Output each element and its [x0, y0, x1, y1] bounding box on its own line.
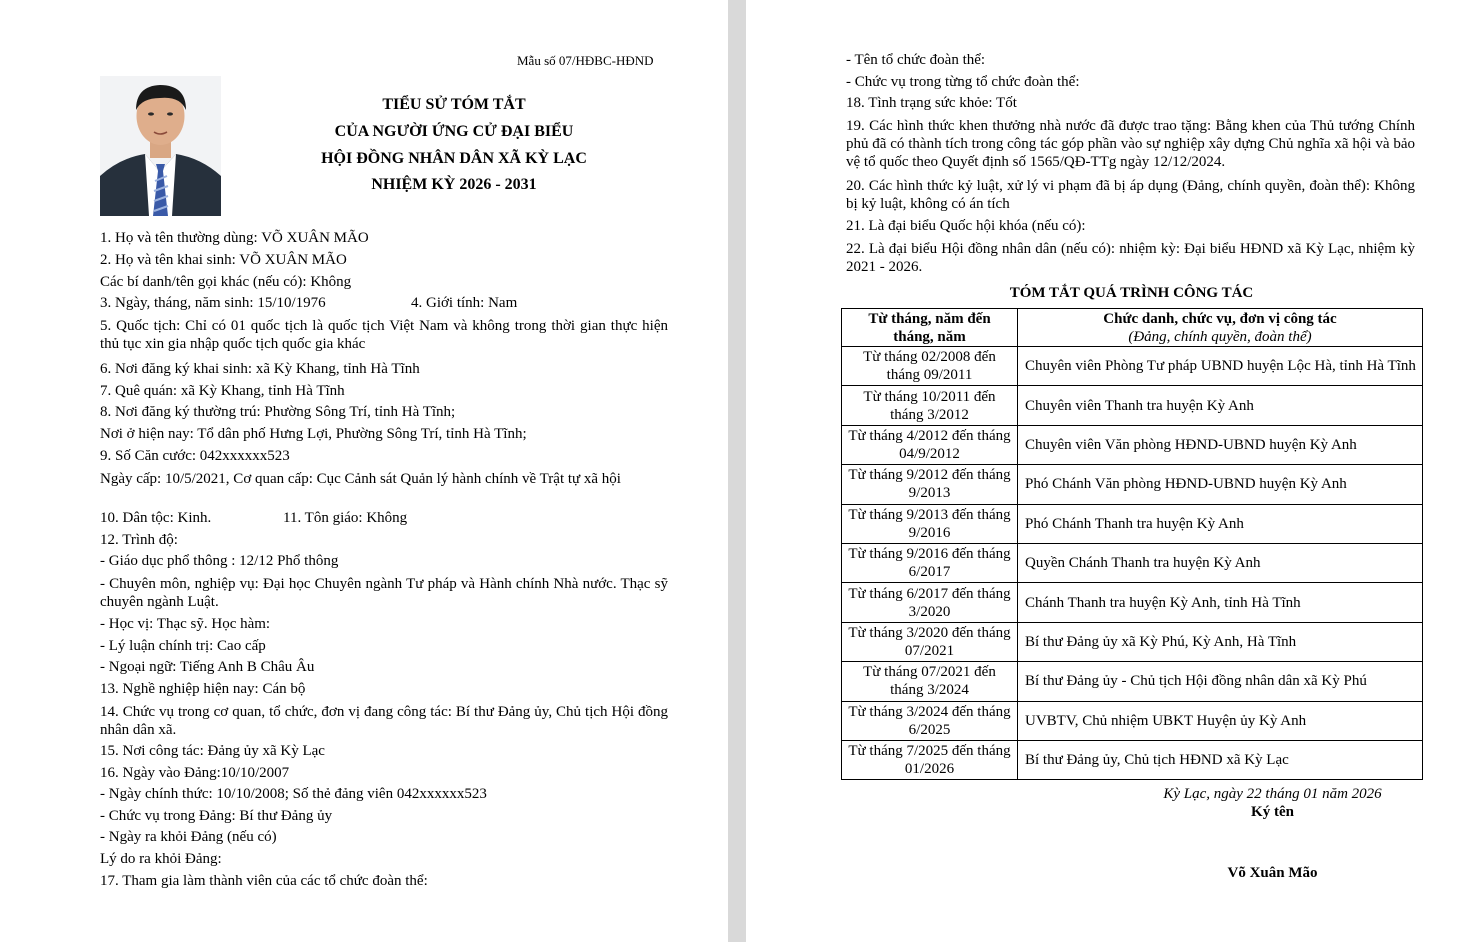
- title-line-4: NHIỆM KỲ 2026 - 2031: [371, 176, 537, 193]
- period-cell: Từ tháng 7/2025 đến tháng 01/2026: [842, 740, 1018, 779]
- table-row: [842, 740, 1423, 779]
- academic-degree: - Học vị: Thạc sỹ. Học hàm:: [100, 616, 271, 632]
- period-cell: Từ tháng 9/2012 đến tháng 9/2013: [842, 465, 1018, 504]
- table-row: [842, 504, 1423, 543]
- permanent-residence: 8. Nơi đăng ký thường trú: Phường Sông Trí, tỉnh Hà Tĩnh;: [100, 404, 456, 420]
- organization-name: - Tên tổ chức đoàn thể:: [846, 52, 986, 68]
- position-column-subheader: (Đảng, chính quyền, đoàn thể): [1128, 328, 1312, 345]
- table-row: [842, 347, 1423, 386]
- id-number: 9. Số Căn cước: 042xxxxxx523: [100, 448, 290, 464]
- workplace: 15. Nơi công tác: Đảng ủy xã Kỳ Lạc: [100, 743, 325, 759]
- position-cell: Bí thư Đảng ủy, Chủ tịch HĐND xã Kỳ Lạc: [1018, 740, 1423, 779]
- professional-education: - Chuyên môn, nghiệp vụ: Đại học Chuyên ngành Tư pháp và Hành chính Nhà nước. Thạc sỹ chuyên ngành Luật.: [100, 576, 668, 610]
- title-line-2: CỦA NGƯỜI ỨNG CỬ ĐẠI BIỂU: [334, 123, 574, 140]
- disciplinary-actions: 20. Các hình thức kỷ luật, xử lý vi phạm đã bị áp dụng (Đảng, chính quyền, đoàn thể): Không bị kỷ luật, không có án tích: [846, 178, 1415, 212]
- table-row: [842, 465, 1423, 504]
- council-delegate: 22. Là đại biểu Hội đồng nhân dân (nếu có): nhiệm kỳ: Đại biểu HĐND xã Kỳ Lạc, nhiệm kỳ 2021 - 2026.: [846, 241, 1415, 275]
- party-join-date: 16. Ngày vào Đảng:10/10/2007: [100, 765, 290, 781]
- table-row: [842, 543, 1423, 582]
- period-cell: Từ tháng 10/2011 đến tháng 3/2012: [842, 386, 1018, 425]
- political-theory: - Lý luận chính trị: Cao cấp: [100, 638, 266, 654]
- period-cell: Từ tháng 9/2016 đến tháng 6/2017: [842, 543, 1018, 582]
- signature-place-date: Kỳ Lạc, ngày 22 tháng 01 năm 2026: [1163, 786, 1382, 802]
- position-column-header: Chức danh, chức vụ, đơn vị công tác (Đảng, chính quyền, đoàn thể): [1018, 309, 1423, 347]
- work-history-title: TÓM TẮT QUÁ TRÌNH CÔNG TÁC: [1009, 285, 1254, 301]
- period-column-header: Từ tháng, năm đến tháng, năm: [842, 309, 1018, 347]
- table-row: [842, 583, 1423, 622]
- organization-position: - Chức vụ trong từng tổ chức đoàn thể:: [846, 74, 1080, 90]
- gender: 4. Giới tính: Nam: [411, 295, 518, 311]
- party-position: - Chức vụ trong Đảng: Bí thư Đảng ủy: [100, 808, 333, 824]
- aliases: Các bí danh/tên gọi khác (nếu có): Không: [100, 274, 352, 290]
- form-number: Mẫu số 07/HĐBC-HĐND: [517, 53, 654, 68]
- portrait-image: [100, 76, 221, 216]
- period-cell: Từ tháng 4/2012 đến tháng 04/9/2012: [842, 425, 1018, 464]
- occupation: 13. Nghề nghiệp hiện nay: Cán bộ: [100, 681, 306, 697]
- birth-name: 2. Họ và tên khai sinh: VÕ XUÂN MÃO: [100, 252, 347, 268]
- position-cell: Chánh Thanh tra huyện Kỳ Anh, tỉnh Hà Tĩnh: [1018, 583, 1423, 622]
- signer-name: Võ Xuân Mão: [1227, 865, 1318, 881]
- foreign-language: - Ngoại ngữ: Tiếng Anh B Châu Âu: [100, 659, 315, 675]
- awards: 19. Các hình thức khen thưởng nhà nước đã được trao tặng: Bằng khen của Thủ tướng Chính phủ đã có thành tích trong công tác góp phần vào sự nghiệp xây dựng Chủ nghĩa xã hội và bảo vệ tổ quốc theo Quyết định số 1565/QĐ-TTg ngày 12/12/2024.: [846, 118, 1415, 170]
- work-history-table: [841, 308, 1423, 780]
- national-assembly-delegate: 21. Là đại biểu Quốc hội khóa (nếu có):: [846, 218, 1086, 234]
- party-leave-date: - Ngày ra khỏi Đảng (nếu có): [100, 829, 277, 845]
- period-cell: Từ tháng 07/2021 đến tháng 3/2024: [842, 662, 1018, 701]
- position-cell: Bí thư Đảng ủy xã Kỳ Phú, Kỳ Anh, Hà Tĩnh: [1018, 622, 1423, 661]
- table-row: [842, 662, 1423, 701]
- position-cell: Chuyên viên Văn phòng HĐND-UBND huyện Kỳ Anh: [1018, 425, 1423, 464]
- common-name: 1. Họ và tên thường dùng: VÕ XUÂN MÃO: [100, 230, 369, 246]
- ethnicity: 10. Dân tộc: Kinh.: [100, 510, 212, 526]
- position-cell: Quyền Chánh Thanh tra huyện Kỳ Anh: [1018, 543, 1423, 582]
- education-heading: 12. Trình độ:: [100, 532, 178, 548]
- position-cell: UVBTV, Chủ nhiệm UBKT Huyện ủy Kỳ Anh: [1018, 701, 1423, 740]
- period-cell: Từ tháng 6/2017 đến tháng 3/2020: [842, 583, 1018, 622]
- table-header-row: [842, 309, 1423, 347]
- position-cell: Chuyên viên Thanh tra huyện Kỳ Anh: [1018, 386, 1423, 425]
- table-row: [842, 425, 1423, 464]
- hometown: 7. Quê quán: xã Kỳ Khang, tỉnh Hà Tĩnh: [100, 383, 345, 399]
- table-row: [842, 386, 1423, 425]
- party-official-date: - Ngày chính thức: 10/10/2008; Số thẻ đảng viên 042xxxxxx523: [100, 786, 487, 802]
- party-leave-reason: Lý do ra khỏi Đảng:: [100, 851, 222, 867]
- title-line-1: TIỂU SỬ TÓM TẮT: [382, 96, 526, 113]
- position-cell: Phó Chánh Thanh tra huyện Kỳ Anh: [1018, 504, 1423, 543]
- candidate-photo: [100, 76, 221, 216]
- health-status: 18. Tình trạng sức khỏe: Tốt: [846, 95, 1017, 111]
- title-line-3: HỘI ĐỒNG NHÂN DÂN XÃ KỲ LẠC: [321, 150, 587, 167]
- period-cell: Từ tháng 9/2013 đến tháng 9/2016: [842, 504, 1018, 543]
- position-cell: Bí thư Đảng ủy - Chủ tịch Hội đồng nhân dân xã Kỳ Phú: [1018, 662, 1423, 701]
- document-page-left: [0, 0, 728, 942]
- position-cell: Chuyên viên Phòng Tư pháp UBND huyện Lộc Hà, tỉnh Hà Tĩnh: [1018, 347, 1423, 386]
- period-cell: Từ tháng 02/2008 đến tháng 09/2011: [842, 347, 1018, 386]
- religion: 11. Tôn giáo: Không: [283, 510, 408, 526]
- birth-registration: 6. Nơi đăng ký khai sinh: xã Kỳ Khang, tỉnh Hà Tĩnh: [100, 361, 420, 377]
- period-cell: Từ tháng 3/2024 đến tháng 6/2025: [842, 701, 1018, 740]
- signature-label: Ký tên: [1251, 804, 1294, 820]
- current-residence: Nơi ở hiện nay: Tổ dân phố Hưng Lợi, Phường Sông Trí, tỉnh Hà Tĩnh;: [100, 426, 527, 442]
- table-row: [842, 701, 1423, 740]
- nationality: 5. Quốc tịch: Chỉ có 01 quốc tịch là quốc tịch Việt Nam và không trong thời gian thực hiện thủ tục xin gia nhập quốc tịch quốc gia khác: [100, 318, 668, 352]
- table-row: [842, 622, 1423, 661]
- organizations-membership: 17. Tham gia làm thành viên của các tổ chức đoàn thể:: [100, 873, 428, 889]
- period-cell: Từ tháng 3/2020 đến tháng 07/2021: [842, 622, 1018, 661]
- general-education: - Giáo dục phổ thông : 12/12 Phổ thông: [100, 553, 339, 569]
- id-issue-info: Ngày cấp: 10/5/2021, Cơ quan cấp: Cục Cảnh sát Quản lý hành chính về Trật tự xã hội: [100, 471, 621, 487]
- current-position: 14. Chức vụ trong cơ quan, tổ chức, đơn vị đang công tác: Bí thư Đảng ủy, Chủ tịch Hội đồng nhân dân xã.: [100, 704, 668, 738]
- position-cell: Phó Chánh Văn phòng HĐND-UBND huyện Kỳ Anh: [1018, 465, 1423, 504]
- date-of-birth: 3. Ngày, tháng, năm sinh: 15/10/1976: [100, 295, 326, 311]
